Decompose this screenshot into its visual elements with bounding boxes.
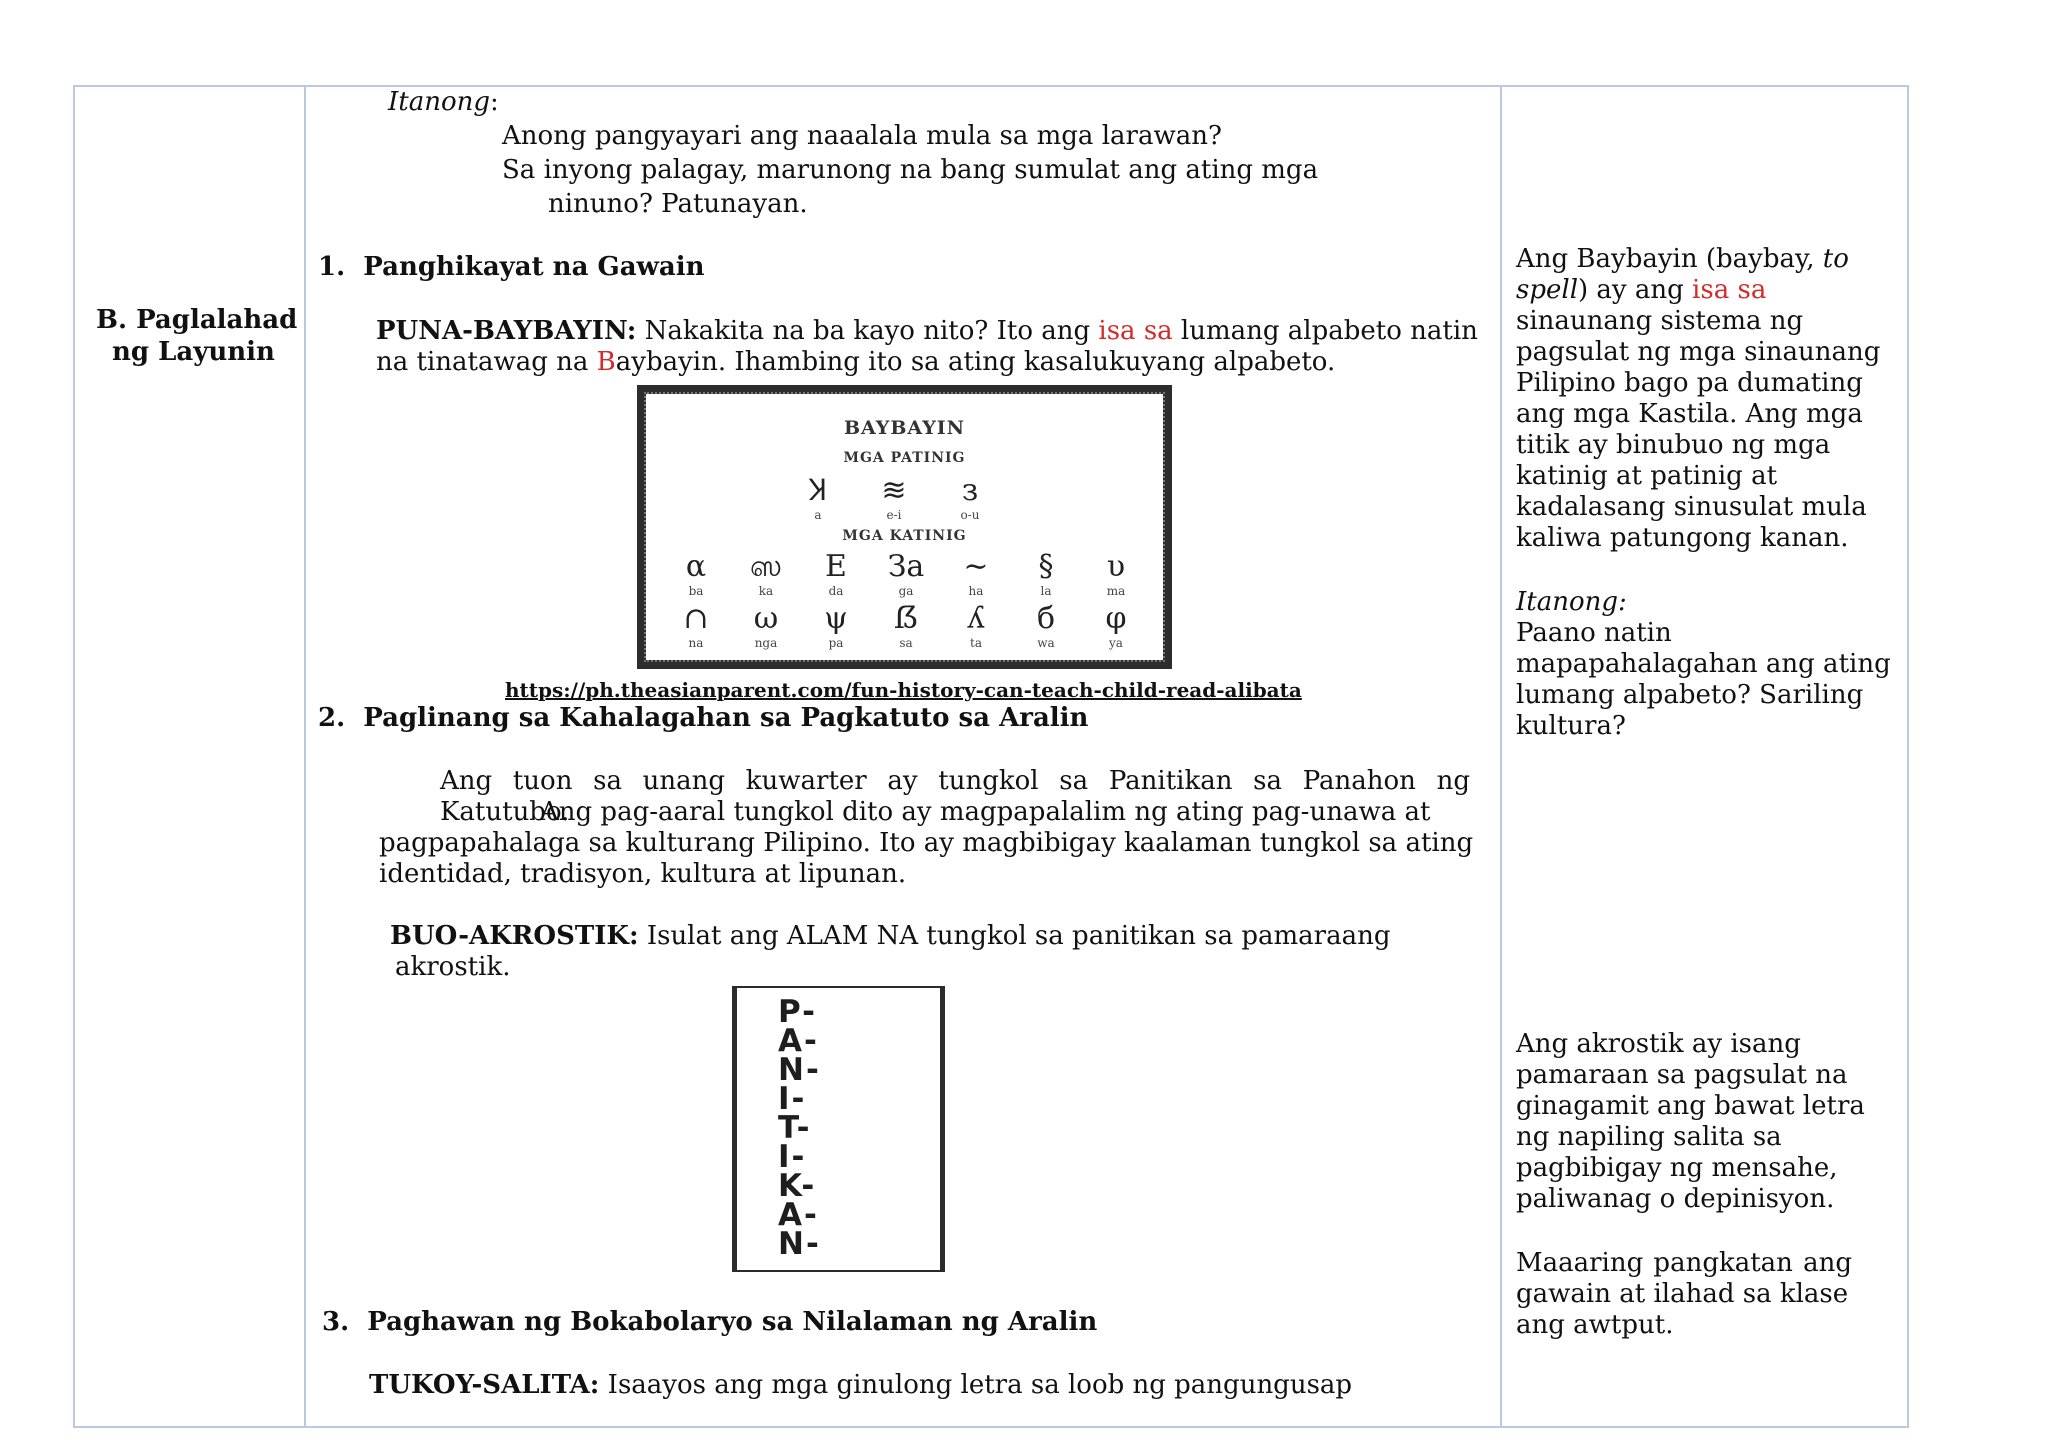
baybayin-vowels-title: MGA PATINIG xyxy=(843,450,966,466)
itanong-colon: : xyxy=(490,87,499,117)
note-baybayin-line-5: Pilipino bago pa dumating xyxy=(1516,368,1863,398)
italic-to: to xyxy=(1822,244,1849,274)
note-baybayin-line-9: kadalasang sinusulat mula xyxy=(1516,492,1867,522)
itanong-label: Itanong xyxy=(388,87,491,117)
note-akrostik-line-4: ng napiling salita sa xyxy=(1516,1122,1782,1152)
text-span: na tinatawag na xyxy=(376,347,597,377)
note-itanong-line-1: Paano natin xyxy=(1516,618,1672,648)
baybayin-chart-title: BAYBAYIN xyxy=(843,417,966,439)
tukoy-salita-line xyxy=(369,1370,1352,1401)
section-2-heading: 2. Paglinang sa Kahalagahan sa Pagkatuto sa Aralin xyxy=(318,703,1089,733)
note-baybayin-line-10: kaliwa patungong kanan. xyxy=(1516,523,1849,553)
baybayin-glyph-e-i xyxy=(864,474,924,522)
text-span: lumang alpabeto natin xyxy=(1172,316,1478,346)
column-divider-2 xyxy=(1500,85,1502,1428)
column-divider-1 xyxy=(304,85,306,1428)
baybayin-glyph-o-u xyxy=(940,474,1000,522)
baybayin-symbol: ஸ xyxy=(749,549,783,584)
baybayin-symbol: α xyxy=(685,549,707,584)
note-akrostik-line-2: pamaraan sa pagsulat na xyxy=(1516,1060,1848,1090)
table-border-right xyxy=(1907,85,1909,1428)
note-akrostik-line-6: paliwanag o depinisyon. xyxy=(1516,1184,1835,1214)
baybayin-symbol: ʎ xyxy=(967,601,985,636)
acrostic-letter: T- xyxy=(778,1110,812,1146)
note-itanong-line-2: mapapahalagahan ang ating xyxy=(1516,649,1891,679)
acrostic-letter: A- xyxy=(778,1023,819,1059)
baybayin-syllable-label: ga xyxy=(898,584,914,598)
note-baybayin-line-8: katinig at patinig at xyxy=(1516,461,1778,491)
intro-question-3: ninuno? Patunayan. xyxy=(548,189,808,219)
note-akrostik-line-5: pagbibigay ng mensahe, xyxy=(1516,1153,1838,1183)
baybayin-glyph-nga xyxy=(736,602,796,650)
note-baybayin-line-6: ang mga Kastila. Ang mga xyxy=(1516,399,1863,429)
paragraph-line-4: identidad, tradisyon, kultura at lipunan. xyxy=(379,859,907,889)
baybayin-syllable-label: ta xyxy=(970,636,982,650)
baybayin-glyph-ta xyxy=(946,602,1006,650)
acrostic-letter: I- xyxy=(778,1081,807,1117)
row-label-line-1: B. Paglalahad xyxy=(96,305,298,335)
note-baybayin-line-2 xyxy=(1516,275,1766,306)
note-akrostik-line-1: Ang akrostik ay isang xyxy=(1516,1029,1801,1059)
note-baybayin-line-3: sinaunang sistema ng xyxy=(1516,306,1804,336)
acrostic-letter: N- xyxy=(778,1226,821,1262)
note-baybayin-line-4: pagsulat ng mga sinaunang xyxy=(1516,337,1881,367)
acrostic-letter: K- xyxy=(778,1168,817,1204)
baybayin-symbol: ψ xyxy=(824,601,848,636)
puna-baybayin-line-1 xyxy=(376,316,1478,347)
section-1-heading: 1. Panghikayat na Gawain xyxy=(318,252,705,282)
text-span: Ang Baybayin (baybay, xyxy=(1516,244,1823,274)
text-span: Isulat ang ALAM NA tungkol sa panitikan sa pamaraang xyxy=(638,921,1391,951)
puna-baybayin-label: PUNA-BAYBAYIN: xyxy=(376,316,637,346)
baybayin-glyph-ma xyxy=(1086,550,1146,598)
acrostic-image xyxy=(732,986,945,1272)
baybayin-glyph-ga xyxy=(876,550,936,598)
baybayin-glyph-ba xyxy=(666,550,726,598)
intro-itanong xyxy=(388,87,499,118)
baybayin-symbol: ≋ xyxy=(881,473,907,508)
acrostic-letter: I- xyxy=(778,1139,807,1175)
text-span: Nakakita na ba kayo nito? Ito ang xyxy=(636,316,1099,346)
baybayin-glyph-na xyxy=(666,602,726,650)
baybayin-glyph-la xyxy=(1016,550,1076,598)
baybayin-syllable-label: o-u xyxy=(960,508,980,522)
paragraph-line-1: Ang tuon sa unang kuwarter ay tungkol sa Panitikan sa Panahon ng Katutubo. xyxy=(440,766,1470,827)
baybayin-symbol: Е xyxy=(825,549,847,584)
baybayin-symbol: ∼ xyxy=(963,549,989,584)
puna-baybayin-line-2 xyxy=(376,347,1335,378)
text-span: Isaayos ang mga ginulong letra sa loob ng pangungusap xyxy=(599,1370,1353,1400)
baybayin-glyph-ha xyxy=(946,550,1006,598)
note-itanong-line-3: lumang alpabeto? Sariling xyxy=(1516,680,1864,710)
baybayin-glyph-ka xyxy=(736,550,796,598)
baybayin-syllable-label: wa xyxy=(1037,636,1055,650)
section-3-heading: 3. Paghawan ng Bokabolaryo sa Nilalaman ng Aralin xyxy=(322,1307,1098,1337)
highlight-isa-sa: isa sa xyxy=(1098,316,1173,346)
paragraph-line-3: pagpapahalaga sa kulturang Pilipino. Ito ay magbibigay kaalaman tungkol sa ating xyxy=(379,828,1474,858)
baybayin-glyph-wa xyxy=(1016,602,1076,650)
baybayin-symbol: υ xyxy=(1106,549,1126,584)
baybayin-symbol: ω xyxy=(753,601,779,636)
note-itanong-line-4: kultura? xyxy=(1516,711,1626,741)
baybayin-glyph-a xyxy=(788,474,848,522)
acrostic-letter: N- xyxy=(778,1052,821,1088)
text-span: ) ay ang xyxy=(1578,275,1693,305)
table-border-left xyxy=(73,85,75,1428)
table-border-bottom xyxy=(73,1426,1909,1428)
highlight-isa-sa: isa sa xyxy=(1692,275,1767,305)
baybayin-symbol: φ xyxy=(1105,601,1127,636)
baybayin-syllable-label: la xyxy=(1040,584,1052,598)
baybayin-syllable-label: ya xyxy=(1109,636,1123,650)
highlight-b: B xyxy=(596,347,616,377)
table-border-top xyxy=(73,85,1909,87)
baybayin-glyph-pa xyxy=(806,602,866,650)
baybayin-symbol: § xyxy=(1038,549,1054,584)
baybayin-chart-image xyxy=(637,385,1172,669)
baybayin-syllable-label: ma xyxy=(1106,584,1126,598)
buo-akrostik-label: BUO-AKROSTIK: xyxy=(390,921,639,951)
italic-spell: spell xyxy=(1516,275,1579,305)
baybayin-syllable-label: sa xyxy=(899,636,913,650)
paragraph-line-2: Ang pag-aaral tungkol dito ay magpapalalim ng ating pag-unawa at xyxy=(540,797,1431,827)
baybayin-syllable-label: nga xyxy=(754,636,778,650)
baybayin-symbol: ẞ xyxy=(893,601,919,636)
baybayin-symbol: ∩ xyxy=(683,601,709,636)
baybayin-syllable-label: e-i xyxy=(886,508,902,522)
baybayin-syllable-label: da xyxy=(828,584,844,598)
baybayin-consonants-title: MGA KATINIG xyxy=(842,528,967,544)
acrostic-letter: A- xyxy=(778,1197,819,1233)
baybayin-symbol: За xyxy=(887,549,925,584)
baybayin-glyph-sa xyxy=(876,602,936,650)
baybayin-syllable-label: a xyxy=(814,508,822,522)
baybayin-symbol: б xyxy=(1036,601,1056,636)
baybayin-glyph-da xyxy=(806,550,866,598)
note-group-line-2: gawain at ilahad sa klase xyxy=(1516,1279,1849,1309)
note-itanong-label: Itanong: xyxy=(1516,587,1627,617)
note-group-line-3: ang awtput. xyxy=(1516,1310,1674,1340)
row-label-line-2: ng Layunin xyxy=(112,337,275,367)
buo-akrostik-line-2: akrostik. xyxy=(395,952,511,982)
buo-akrostik-line-1 xyxy=(390,921,1391,952)
note-baybayin-line-1 xyxy=(1516,244,1849,275)
intro-question-2: Sa inyong palagay, marunong na bang sumulat ang ating mga xyxy=(502,155,1319,185)
acrostic-letter: P- xyxy=(778,994,818,1030)
intro-question-1: Anong pangyayari ang naaalala mula sa mga larawan? xyxy=(502,121,1222,151)
note-group-line-1: Maaaring pangkatan ang xyxy=(1516,1248,1852,1278)
baybayin-syllable-label: pa xyxy=(828,636,844,650)
note-baybayin-line-7: titik ay binubuo ng mga xyxy=(1516,430,1831,460)
note-akrostik-line-3: ginagamit ang bawat letra xyxy=(1516,1091,1865,1121)
baybayin-symbol: Ʞ xyxy=(808,473,828,508)
source-link[interactable]: https://ph.theasianparent.com/fun-history-can-teach-child-read-alibata xyxy=(505,678,1302,702)
baybayin-syllable-label: ha xyxy=(968,584,984,598)
tukoy-salita-label: TUKOY-SALITA: xyxy=(369,1370,600,1400)
baybayin-symbol: з xyxy=(961,473,979,508)
baybayin-syllable-label: ba xyxy=(688,584,704,598)
baybayin-syllable-label: na xyxy=(688,636,704,650)
baybayin-syllable-label: ka xyxy=(758,584,774,598)
text-span: aybayin. Ihambing ito sa ating kasalukuyang alpabeto. xyxy=(615,347,1336,377)
baybayin-glyph-ya xyxy=(1086,602,1146,650)
